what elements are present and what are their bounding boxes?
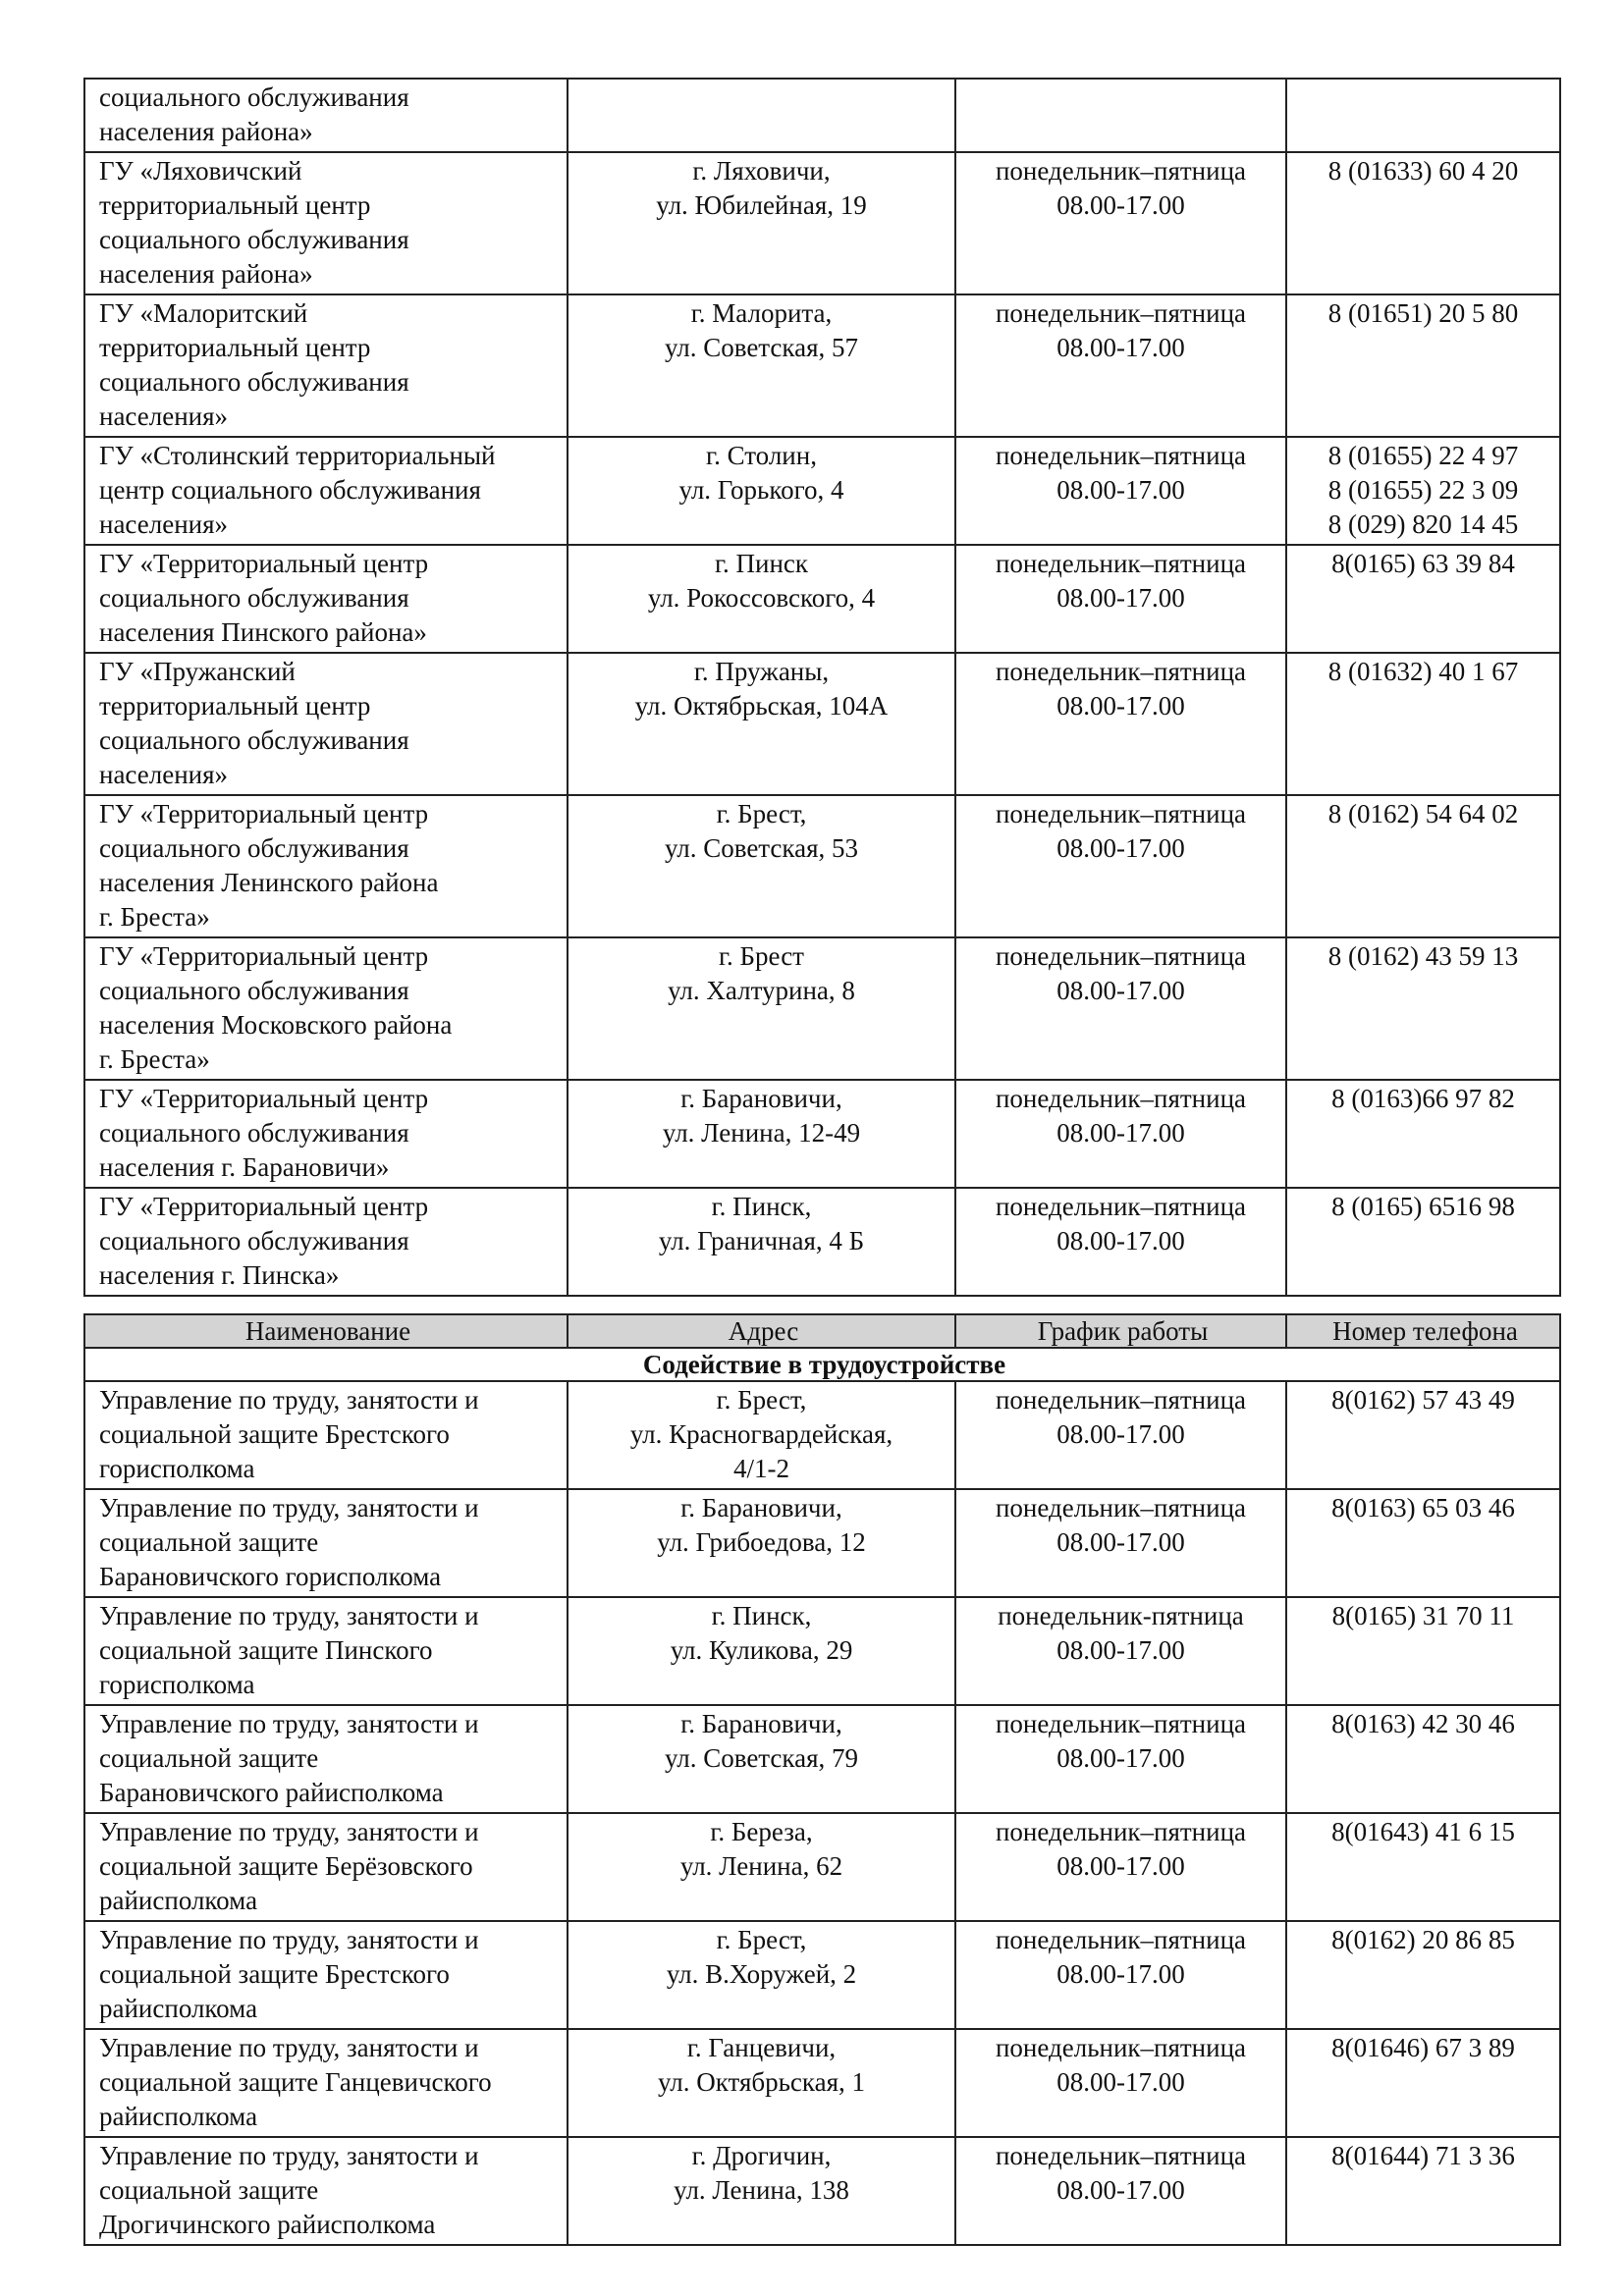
cell-phone <box>1286 152 1560 294</box>
cell-phone <box>1286 2029 1560 2137</box>
cell-name <box>84 1705 568 1813</box>
cell-name-line: населения» <box>99 760 229 789</box>
cell-phone <box>1286 1921 1560 2029</box>
cell-schedule-line: понедельник–пятница <box>995 441 1247 470</box>
cell-address <box>568 795 955 937</box>
header-name: Наименование <box>84 1314 568 1348</box>
cell-address-line: г. Малорита, <box>690 298 833 328</box>
cell-name-line: ГУ «Столинский территориальный <box>99 441 496 470</box>
cell-address-line: г. Ляховичи, <box>692 156 831 186</box>
cell-phone <box>1286 545 1560 653</box>
table-row <box>84 152 1560 294</box>
cell-phone-line: 8 (0165) 6516 98 <box>1331 1192 1515 1221</box>
cell-name-line: Барановичского райисполкома <box>99 1778 444 1807</box>
cell-address-line: г. Брест, <box>716 1385 807 1415</box>
cell-schedule-line: понедельник–пятница <box>995 2033 1247 2062</box>
cell-schedule-line: 08.00-17.00 <box>1056 2067 1185 2097</box>
cell-name-line: ГУ «Ляховичский <box>99 156 302 186</box>
cell-name <box>84 2137 568 2245</box>
cell-address-line: ул. Советская, 79 <box>664 1743 859 1773</box>
cell-schedule-line: понедельник–пятница <box>995 1385 1247 1415</box>
cell-name <box>84 1489 568 1597</box>
cell-schedule-line: 08.00-17.00 <box>1056 190 1185 220</box>
cell-address-line: ул. Рокоссовского, 4 <box>647 583 876 613</box>
cell-address <box>568 2029 955 2137</box>
cell-name <box>84 1188 568 1296</box>
table-row <box>84 1489 1560 1597</box>
cell-name-line: территориальный центр <box>99 691 371 721</box>
cell-address-line: ул. Ленина, 62 <box>679 1851 843 1881</box>
cell-phone <box>1286 1188 1560 1296</box>
cell-address <box>568 1381 955 1489</box>
cell-schedule <box>955 545 1286 653</box>
table-row <box>84 1921 1560 2029</box>
cell-schedule <box>955 1489 1286 1597</box>
cell-address-line: г. Барановичи, <box>680 1709 842 1738</box>
cell-name <box>84 437 568 545</box>
table-row <box>84 294 1560 437</box>
cell-address-line: г. Пружаны, <box>693 657 830 686</box>
cell-name <box>84 1597 568 1705</box>
cell-name-line: населения г. Пинска» <box>99 1260 340 1290</box>
cell-name <box>84 79 568 152</box>
cell-schedule-line: понедельник–пятница <box>995 1084 1247 1113</box>
table-row <box>84 545 1560 653</box>
cell-phone <box>1286 1813 1560 1921</box>
cell-address-line: ул. Ленина, 12-49 <box>662 1118 861 1148</box>
cell-address-line: ул. Советская, 57 <box>664 333 859 362</box>
cell-name-line: ГУ «Территориальный центр <box>99 1084 429 1113</box>
cell-address-line: ул. Октябрьская, 1 <box>657 2067 866 2097</box>
cell-phone-line: 8(0163) 65 03 46 <box>1331 1493 1515 1522</box>
cell-address <box>568 1188 955 1296</box>
cell-phone-line: 8(01643) 41 6 15 <box>1331 1817 1515 1846</box>
cell-phone <box>1286 1080 1560 1188</box>
cell-phone-line: 8(01644) 71 3 36 <box>1331 2141 1515 2170</box>
cell-name-line: Управление по труду, занятости и <box>99 1493 479 1522</box>
cell-phone <box>1286 437 1560 545</box>
cell-schedule <box>955 1381 1286 1489</box>
employment-offices-body <box>84 1381 1560 2245</box>
cell-name-line: райисполкома <box>99 1886 258 1915</box>
cell-schedule <box>955 152 1286 294</box>
cell-schedule <box>955 653 1286 795</box>
cell-name-line: г. Бреста» <box>99 1044 210 1074</box>
cell-address <box>568 2137 955 2245</box>
cell-address <box>568 1597 955 1705</box>
cell-schedule <box>955 437 1286 545</box>
cell-address-line: ул. Октябрьская, 104А <box>634 691 889 721</box>
cell-schedule-line: 08.00-17.00 <box>1056 475 1185 505</box>
cell-name-line: социального обслуживания <box>99 1118 409 1148</box>
cell-schedule-line: понедельник–пятница <box>995 799 1247 828</box>
cell-name-line: населения района» <box>99 259 313 289</box>
cell-name-line: социального обслуживания <box>99 1226 409 1255</box>
cell-address-line: г. Брест, <box>716 799 807 828</box>
cell-address-line: ул. Горького, 4 <box>678 475 844 505</box>
cell-phone-line: 8 (01651) 20 5 80 <box>1327 298 1519 328</box>
cell-schedule-line: 08.00-17.00 <box>1056 1851 1185 1881</box>
cell-name-line: г. Бреста» <box>99 902 210 932</box>
cell-schedule-line: 08.00-17.00 <box>1056 691 1185 721</box>
cell-name-line: Дрогичинского райисполкома <box>99 2210 436 2239</box>
cell-address <box>568 1921 955 2029</box>
cell-schedule <box>955 1188 1286 1296</box>
cell-name-line: социального обслуживания <box>99 725 409 755</box>
cell-name-line: социального обслуживания <box>99 225 409 254</box>
cell-phone <box>1286 1597 1560 1705</box>
cell-name <box>84 1381 568 1489</box>
cell-name <box>84 795 568 937</box>
cell-name <box>84 2029 568 2137</box>
cell-schedule-line: 08.00-17.00 <box>1056 1118 1185 1148</box>
cell-name-line: социальной защите <box>99 1743 319 1773</box>
cell-name <box>84 1813 568 1921</box>
cell-address-line: ул. В.Хоружей, 2 <box>666 1959 857 1989</box>
table-row <box>84 937 1560 1080</box>
cell-phone-line: 8(0162) 20 86 85 <box>1331 1925 1515 1954</box>
cell-address <box>568 152 955 294</box>
cell-name <box>84 1080 568 1188</box>
cell-schedule-line: 08.00-17.00 <box>1056 1226 1185 1255</box>
cell-name-line: Барановичского горисполкома <box>99 1562 442 1591</box>
cell-name-line: Управление по труду, занятости и <box>99 1601 479 1630</box>
cell-name-line: ГУ «Пружанский <box>99 657 296 686</box>
cell-schedule-line: понедельник–пятница <box>995 941 1247 971</box>
cell-phone-line: 8 (01655) 22 3 09 <box>1327 475 1519 505</box>
cell-name-line: населения Московского района <box>99 1010 453 1040</box>
cell-name-line: горисполкома <box>99 1670 255 1699</box>
cell-phone <box>1286 937 1560 1080</box>
cell-phone <box>1286 2137 1560 2245</box>
cell-name-line: социального обслуживания <box>99 583 409 613</box>
cell-name-line: социальной защите Брестского <box>99 1419 450 1449</box>
cell-phone <box>1286 1705 1560 1813</box>
cell-name <box>84 152 568 294</box>
table-row <box>84 795 1560 937</box>
cell-address-line: 4/1-2 <box>733 1454 789 1483</box>
cell-phone <box>1286 79 1560 152</box>
cell-address-line: г. Дрогичин, <box>691 2141 832 2170</box>
cell-address-line: ул. Красногвардейская, <box>629 1419 893 1449</box>
cell-schedule-line: 08.00-17.00 <box>1056 833 1185 863</box>
table-row <box>84 1813 1560 1921</box>
cell-name-line: социальной защите <box>99 1527 319 1557</box>
cell-name-line: ГУ «Малоритский <box>99 298 308 328</box>
cell-address <box>568 937 955 1080</box>
cell-phone <box>1286 795 1560 937</box>
cell-schedule-line: понедельник–пятница <box>995 657 1247 686</box>
cell-schedule-line: понедельник–пятница <box>995 549 1247 578</box>
cell-address-line: г. Барановичи, <box>680 1084 842 1113</box>
section-title: Содействие в трудоустройстве <box>84 1348 1560 1381</box>
cell-schedule <box>955 1597 1286 1705</box>
cell-phone <box>1286 1489 1560 1597</box>
cell-phone <box>1286 653 1560 795</box>
cell-name-line: Управление по труду, занятости и <box>99 1817 479 1846</box>
cell-schedule <box>955 2029 1286 2137</box>
cell-phone-line: 8 (01633) 60 4 20 <box>1327 156 1519 186</box>
cell-name-line: населения г. Барановичи» <box>99 1152 390 1182</box>
cell-schedule-line: понедельник–пятница <box>995 1709 1247 1738</box>
cell-address-line: г. Брест, <box>716 1925 807 1954</box>
table-row <box>84 2029 1560 2137</box>
table-row <box>84 653 1560 795</box>
table-row <box>84 2137 1560 2245</box>
cell-schedule-line: понедельник–пятница <box>995 1817 1247 1846</box>
cell-schedule-line: 08.00-17.00 <box>1056 583 1185 613</box>
cell-phone-line: 8 (0162) 43 59 13 <box>1327 941 1519 971</box>
cell-phone-line: 8 (029) 820 14 45 <box>1327 509 1519 539</box>
cell-name-line: ГУ «Территориальный центр <box>99 799 429 828</box>
table-row <box>84 1188 1560 1296</box>
cell-schedule-line: понедельник–пятница <box>995 2141 1247 2170</box>
cell-schedule <box>955 1921 1286 2029</box>
table-header-row <box>84 1314 1560 1348</box>
cell-name-line: Управление по труду, занятости и <box>99 1925 479 1954</box>
cell-name <box>84 653 568 795</box>
cell-phone <box>1286 294 1560 437</box>
social-centers-body <box>84 79 1560 1296</box>
table-row <box>84 79 1560 152</box>
cell-address-line: ул. Советская, 53 <box>664 833 859 863</box>
cell-name-line: Управление по труду, занятости и <box>99 1709 479 1738</box>
cell-schedule-line: 08.00-17.00 <box>1056 1635 1185 1665</box>
cell-schedule-line: понедельник–пятница <box>995 1925 1247 1954</box>
cell-name-line: горисполкома <box>99 1454 255 1483</box>
cell-name-line: социального обслуживания <box>99 833 409 863</box>
cell-address-line: г. Барановичи, <box>680 1493 842 1522</box>
cell-name-line: социального обслуживания <box>99 82 409 112</box>
cell-schedule <box>955 795 1286 937</box>
cell-name-line: Управление по труду, занятости и <box>99 2033 479 2062</box>
cell-phone-line: 8(0165) 63 39 84 <box>1331 549 1515 578</box>
cell-address <box>568 1489 955 1597</box>
header-schedule: График работы <box>955 1314 1286 1348</box>
cell-schedule-line: 08.00-17.00 <box>1056 1419 1185 1449</box>
cell-schedule-line: 08.00-17.00 <box>1056 1959 1185 1989</box>
employment-offices-table <box>83 1313 1561 2246</box>
table-row <box>84 1381 1560 1489</box>
cell-schedule <box>955 1813 1286 1921</box>
header-address: Адрес <box>568 1314 955 1348</box>
cell-schedule-line: 08.00-17.00 <box>1056 333 1185 362</box>
cell-name <box>84 937 568 1080</box>
cell-phone-line: 8(0162) 57 43 49 <box>1331 1385 1515 1415</box>
cell-schedule-line: понедельник–пятница <box>995 1192 1247 1221</box>
cell-name-line: населения Ленинского района <box>99 868 439 897</box>
cell-address-line: ул. Грибоедова, 12 <box>657 1527 866 1557</box>
cell-name <box>84 545 568 653</box>
cell-name-line: социальной защите Ганцевичского <box>99 2067 492 2097</box>
table-row <box>84 1080 1560 1188</box>
cell-address-line: г. Береза, <box>710 1817 813 1846</box>
cell-schedule-line: 08.00-17.00 <box>1056 976 1185 1005</box>
cell-name-line: населения Пинского района» <box>99 617 427 647</box>
cell-address <box>568 437 955 545</box>
cell-schedule-line: понедельник–пятница <box>995 1493 1247 1522</box>
cell-name-line: территориальный центр <box>99 333 371 362</box>
cell-address <box>568 1705 955 1813</box>
cell-schedule <box>955 79 1286 152</box>
cell-schedule-line: 08.00-17.00 <box>1056 1743 1185 1773</box>
cell-schedule <box>955 2137 1286 2245</box>
cell-name-line: социального обслуживания <box>99 976 409 1005</box>
cell-address-line: г. Пинск <box>714 549 809 578</box>
cell-phone-line: 8 (01655) 22 4 97 <box>1327 441 1519 470</box>
cell-phone-line: 8(01646) 67 3 89 <box>1331 2033 1515 2062</box>
cell-name-line: населения» <box>99 401 229 431</box>
cell-name-line: территориальный центр <box>99 190 371 220</box>
cell-name-line: населения района» <box>99 117 313 146</box>
cell-schedule <box>955 937 1286 1080</box>
cell-name-line: центр социального обслуживания <box>99 475 481 505</box>
cell-address-line: г. Пинск, <box>711 1192 812 1221</box>
cell-schedule <box>955 1705 1286 1813</box>
cell-address-line: г. Ганцевичи, <box>686 2033 837 2062</box>
cell-name <box>84 294 568 437</box>
cell-address <box>568 1813 955 1921</box>
cell-phone <box>1286 1381 1560 1489</box>
cell-name-line: социальной защите Пинского <box>99 1635 433 1665</box>
cell-address <box>568 545 955 653</box>
cell-address-line: г. Столин, <box>706 441 817 470</box>
cell-name-line: ГУ «Территориальный центр <box>99 1192 429 1221</box>
cell-schedule-line: 08.00-17.00 <box>1056 1527 1185 1557</box>
header-phone: Номер телефона <box>1286 1314 1560 1348</box>
cell-name-line: райисполкома <box>99 2102 258 2131</box>
cell-schedule-line: понедельник-пятница <box>998 1601 1244 1630</box>
cell-address-line: г. Пинск, <box>711 1601 812 1630</box>
cell-address-line: ул. Куликова, 29 <box>670 1635 853 1665</box>
cell-name-line: ГУ «Территориальный центр <box>99 549 429 578</box>
cell-address-line: ул. Халтурина, 8 <box>668 976 855 1005</box>
cell-address-line: ул. Ленина, 138 <box>674 2175 849 2205</box>
cell-phone-line: 8 (01632) 40 1 67 <box>1327 657 1519 686</box>
cell-name-line: райисполкома <box>99 1994 258 2023</box>
social-centers-table <box>83 78 1561 1297</box>
table-row <box>84 1705 1560 1813</box>
cell-name-line: Управление по труду, занятости и <box>99 2141 479 2170</box>
cell-name-line: ГУ «Территориальный центр <box>99 941 429 971</box>
cell-schedule <box>955 294 1286 437</box>
cell-schedule-line: 08.00-17.00 <box>1056 2175 1185 2205</box>
cell-phone-line: 8(0163) 42 30 46 <box>1331 1709 1515 1738</box>
cell-schedule-line: понедельник–пятница <box>995 298 1247 328</box>
cell-schedule <box>955 1080 1286 1188</box>
cell-address <box>568 1080 955 1188</box>
cell-name-line: социального обслуживания <box>99 367 409 397</box>
cell-phone-line: 8 (0162) 54 64 02 <box>1327 799 1519 828</box>
cell-address-line: ул. Юбилейная, 19 <box>656 190 867 220</box>
cell-name-line: населения» <box>99 509 229 539</box>
cell-name-line: социальной защите Берёзовского <box>99 1851 473 1881</box>
cell-schedule-line: понедельник–пятница <box>995 156 1247 186</box>
table-row <box>84 437 1560 545</box>
table-row <box>84 1597 1560 1705</box>
cell-address-line: ул. Граничная, 4 Б <box>658 1226 865 1255</box>
cell-name-line: Управление по труду, занятости и <box>99 1385 479 1415</box>
cell-phone-line: 8(0165) 31 70 11 <box>1331 1601 1515 1630</box>
cell-address <box>568 79 955 152</box>
cell-name <box>84 1921 568 2029</box>
section-title-row <box>84 1348 1560 1381</box>
cell-name-line: социальной защите <box>99 2175 319 2205</box>
cell-address <box>568 653 955 795</box>
cell-address-line: г. Брест <box>719 941 804 971</box>
cell-address <box>568 294 955 437</box>
cell-name-line: социальной защите Брестского <box>99 1959 450 1989</box>
cell-phone-line: 8 (0163)66 97 82 <box>1331 1084 1515 1113</box>
